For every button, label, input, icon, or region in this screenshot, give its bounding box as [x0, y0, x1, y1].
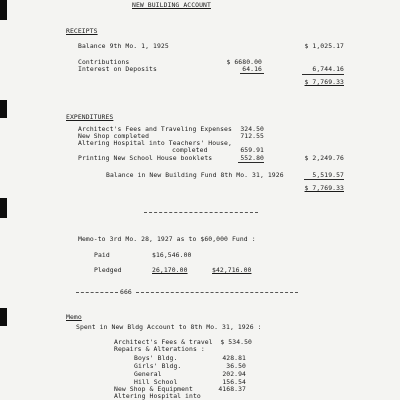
expenditures-balance-label: Balance in New Building Fund 8th Mo. 31, 1926: [106, 171, 284, 179]
combined-amount: $42,716.00: [212, 266, 252, 274]
expenditure-label: Altering Hospital into Teachers' House,: [78, 139, 232, 147]
scan-edge-bar: [0, 198, 7, 218]
repair-line-amount: 156.54: [222, 378, 246, 386]
contributions-label: Contributions: [78, 58, 130, 66]
interest-amount: 64.16: [242, 65, 262, 73]
paid-amount: $16,546.00: [152, 251, 192, 259]
interest-underline: [240, 73, 264, 74]
page-title: NEW BUILDING ACCOUNT: [132, 1, 211, 9]
architect-label: Architect's Fees & travel: [114, 338, 213, 346]
pledged-label: Pledged: [94, 266, 122, 274]
repair-line-label: General: [134, 370, 162, 378]
scan-edge-bar: [0, 0, 7, 20]
contributions-amount: $ 6680.00: [226, 58, 262, 66]
repair-line-amount: 202.94: [222, 370, 246, 378]
expenditures-items-total: $ 2,249.76: [304, 154, 344, 162]
repair-line-amount: 4168.37: [218, 385, 246, 393]
memo-fund-heading: Memo-to 3rd Mo. 28, 1927 as to $60,000 Fund :: [78, 235, 256, 243]
interest-label: Interest on Deposits: [78, 65, 157, 73]
repair-line-label: Altering Hospital into: [114, 392, 201, 400]
repair-line-label: Hill School: [134, 378, 178, 386]
expenditures-balance-underline: [304, 179, 344, 180]
expenditures-total: $ 7,769.33: [304, 184, 344, 192]
repair-line-label: Girls' Bldg.: [134, 362, 182, 370]
paid-label: Paid: [94, 251, 110, 259]
dotted-rule: [76, 292, 118, 293]
section-separator: [144, 212, 258, 213]
expenditure-amount: 552.80: [240, 154, 264, 162]
pledged-amount: 26,170.00: [152, 266, 188, 274]
repair-line-amount: 36.50: [226, 362, 246, 370]
receipts-balance-amount: $ 1,025.17: [304, 42, 344, 50]
expenditure-label: completed: [172, 146, 208, 154]
expenditure-amount: 712.55: [240, 132, 264, 140]
repair-line-amount: 428.81: [222, 354, 246, 362]
expenditure-amount: 659.91: [240, 146, 264, 154]
expenditures-heading: EXPENDITURES: [66, 113, 114, 121]
repair-line-label: New Shop & Equipment: [114, 385, 193, 393]
receipts-subtotal-underline: [302, 74, 344, 75]
expenditures-balance-amount: 5,519.57: [312, 171, 344, 179]
repairs-label: Repairs & Alterations :: [114, 345, 205, 353]
receipts-heading: RECEIPTS: [66, 27, 98, 35]
memo-ellipsis: 666: [120, 288, 132, 296]
dotted-rule: [136, 292, 298, 293]
memo-intro: Spent in New Bldg Account to 8th Mo. 31, 1926 :: [76, 323, 262, 331]
expenditure-label: Architect's Fees and Traveling Expenses: [78, 125, 232, 133]
repair-line-label: Boys' Bldg.: [134, 354, 178, 362]
receipts-balance-label: Balance 9th Mo. 1, 1925: [78, 42, 169, 50]
scan-edge-bar: [0, 308, 7, 326]
receipts-total: $ 7,769.33: [304, 78, 344, 86]
expenditure-label: New Shop completed: [78, 132, 150, 140]
expenditure-underline: [238, 162, 264, 163]
expenditure-amount: 324.50: [240, 125, 264, 133]
receipts-subtotal: 6,744.16: [312, 65, 344, 73]
scan-edge-bar: [0, 100, 7, 118]
architect-amount: $ 534.50: [220, 338, 252, 346]
memo-heading: Memo: [66, 313, 82, 321]
expenditure-label: Printing New School House booklets: [78, 154, 213, 162]
